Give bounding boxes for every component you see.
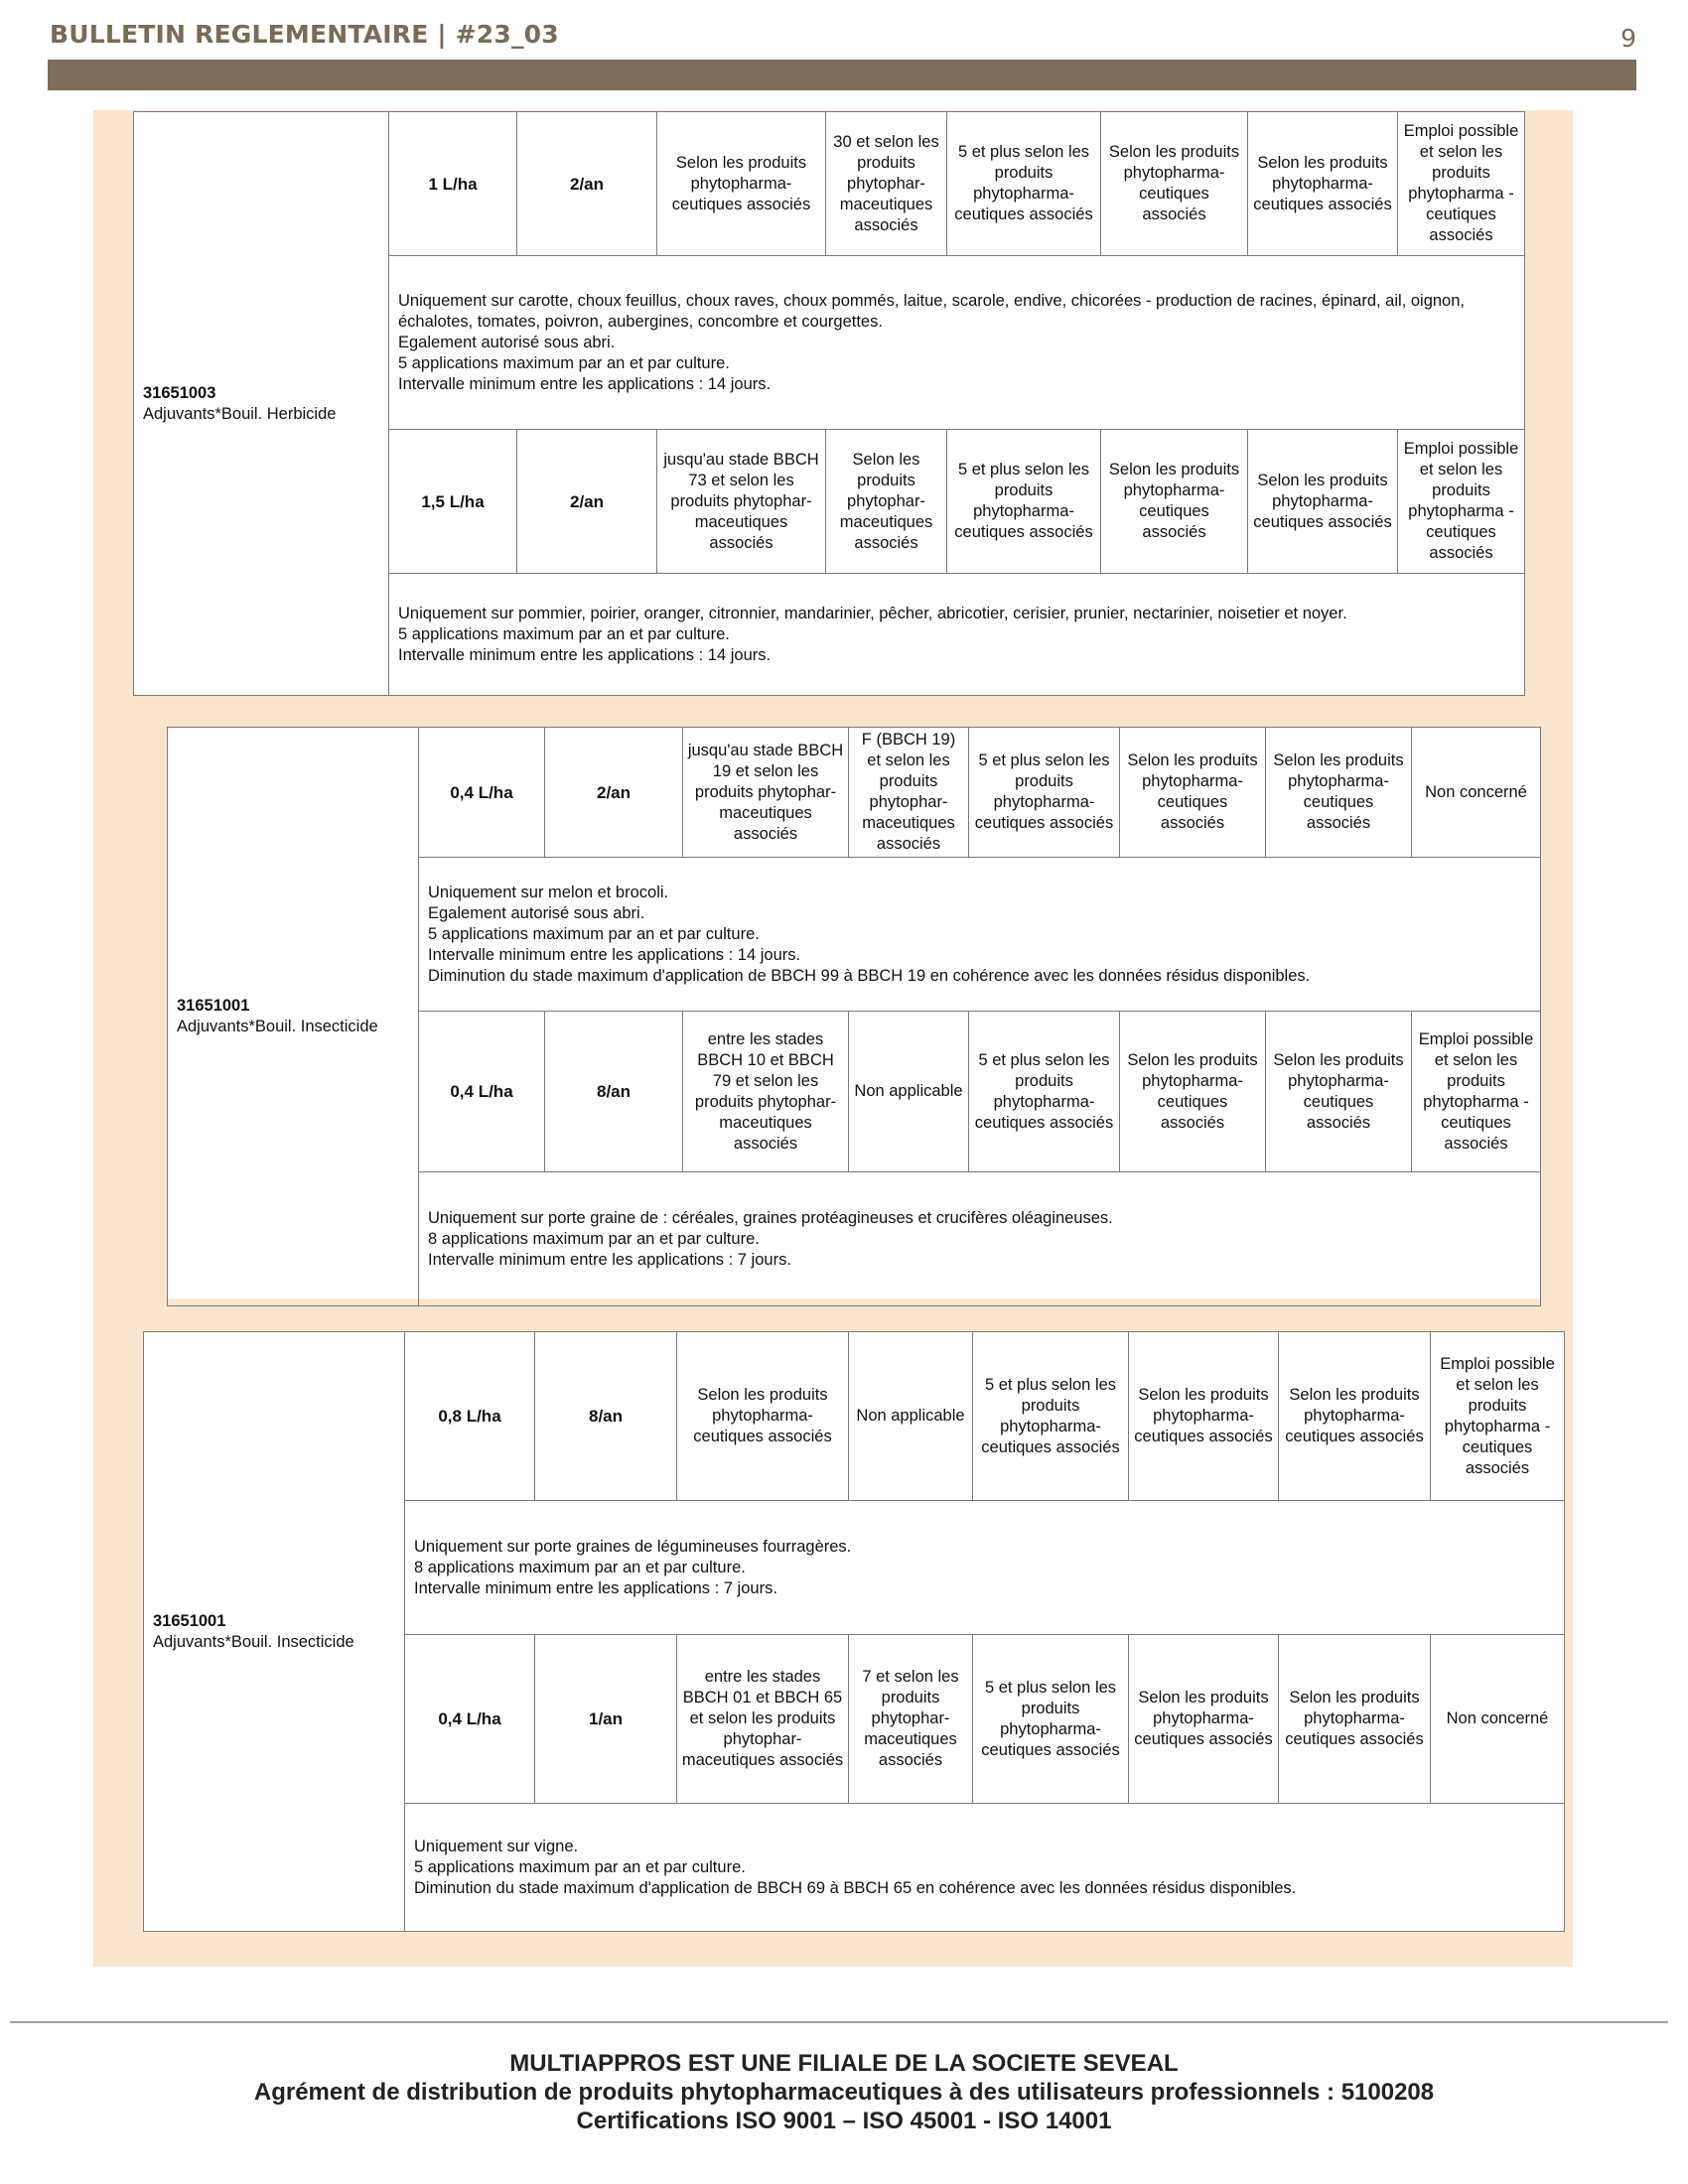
stage-cell: Selon les produits phytopharma-ceutiques associés <box>677 1332 849 1501</box>
dose-cell: 1 L/ha <box>389 112 517 256</box>
regulation-table-herbicide <box>133 111 1524 695</box>
header-bar <box>48 60 1636 90</box>
product-name: Adjuvants*Bouil. Insecticide <box>153 1632 354 1651</box>
footer-certifications-line: Certifications ISO 9001 – ISO 45001 - ISO 14001 <box>576 2108 1112 2134</box>
bulletin-title: BULLETIN REGLEMENTAIRE | #23_03 <box>50 20 559 49</box>
note-line: 8 applications maximum par an et par culture. <box>414 1558 746 1576</box>
product-name: Adjuvants*Bouil. Herbicide <box>143 404 337 423</box>
page-number: 9 <box>1620 24 1636 53</box>
table-cell: Selon les produits phytopharma-ceutiques associés <box>1279 1332 1431 1501</box>
table-cell: Selon les produits phytopharma-ceutiques associés <box>1248 112 1398 256</box>
table-cell: 30 et selon les produits phytophar-maceutiques associés <box>826 112 947 256</box>
table-cell: Selon les produits phytopharma-ceutiques associés <box>1101 112 1248 256</box>
note-line: 5 applications maximum par an et par culture. <box>414 1857 746 1876</box>
table-cell: Selon les produits phytopharma-ceutiques associés <box>1101 430 1248 574</box>
table-cell: Emploi possible et selon les produits phytopharma -ceutiques associés <box>1431 1332 1565 1501</box>
product-name: Adjuvants*Bouil. Insecticide <box>177 1018 378 1035</box>
note-line: 5 applications maximum par an et par culture. <box>398 353 730 372</box>
regulation-table-insecticide-2 <box>143 1331 1564 1931</box>
product-cell <box>168 728 419 1306</box>
dose-cell: 1,5 L/ha <box>389 430 517 574</box>
note-line: Diminution du stade maximum d'application de BBCH 99 à BBCH 19 en cohérence avec les données résidus disponibles. <box>428 966 1311 985</box>
dose-cell: 0,8 L/ha <box>405 1332 535 1501</box>
table-row <box>134 112 1525 256</box>
dose-cell: 0,4 L/ha <box>405 1635 535 1804</box>
note-line: Uniquement sur porte graines de légumineuses fourragères. <box>414 1537 852 1556</box>
table-cell: 5 et plus selon les produits phytopharma-ceutiques associés <box>969 1012 1120 1172</box>
table-cell: Selon les produits phytopharma-ceutiques associés <box>1129 1332 1279 1501</box>
note-line: Uniquement sur carotte, choux feuillus, choux raves, choux pommés, laitue, scarole, endive, chicorées - production de racines, épinard, ail, oignon, échalotes, tomates, poivron, aubergines, concombre et courgettes. <box>398 291 1465 331</box>
table-cell: 5 et plus selon les produits phytopharma-ceutiques associés <box>969 728 1120 858</box>
table-cell: Selon les produits phytopharma-ceutiques associés <box>1120 1012 1266 1172</box>
frequency-cell: 8/an <box>545 1012 683 1172</box>
conditions-note <box>405 1804 1565 1932</box>
note-line: Intervalle minimum entre les applications : 14 jours. <box>398 645 772 664</box>
conditions-note <box>419 1172 1541 1306</box>
table-cell: Selon les produits phytopharma-ceutiques associés <box>1279 1635 1431 1804</box>
note-line: Intervalle minimum entre les applications : 14 jours. <box>428 945 801 964</box>
note-line: 5 applications maximum par an et par culture. <box>398 624 730 643</box>
product-cell <box>144 1332 405 1932</box>
footer <box>0 2049 1688 2135</box>
conditions-note <box>389 256 1525 430</box>
note-line: Intervalle minimum entre les applications : 7 jours. <box>414 1578 777 1597</box>
table-cell: Selon les produits phytopharma-ceutiques associés <box>1120 728 1266 858</box>
frequency-cell: 2/an <box>545 728 683 858</box>
stage-cell: jusqu'au stade BBCH 19 et selon les produits phytophar-maceutiques associés <box>683 728 849 858</box>
table-cell: 5 et plus selon les produits phytopharma-ceutiques associés <box>973 1332 1129 1501</box>
product-id: 31651001 <box>153 1611 226 1630</box>
note-line: 8 applications maximum par an et par culture. <box>428 1229 760 1248</box>
conditions-note <box>389 574 1525 696</box>
table-cell: Non concerné <box>1431 1635 1565 1804</box>
table-cell: 5 et plus selon les produits phytopharma-ceutiques associés <box>947 112 1101 256</box>
note-line: Uniquement sur pommier, poirier, oranger, citronnier, mandarinier, pêcher, abricotier, cerisier, prunier, nectarinier, noisetier et noyer. <box>398 604 1347 622</box>
note-line: Uniquement sur porte graine de : céréales, graines protéagineuses et crucifères oléagineuses. <box>428 1208 1113 1227</box>
table-cell: Selon les produits phytopharma-ceutiques associés <box>1266 728 1412 858</box>
table-cell: Selon les produits phytopharma-ceutiques associés <box>1248 430 1398 574</box>
note-line: Intervalle minimum entre les applications : 7 jours. <box>428 1250 791 1269</box>
product-id: 31651003 <box>143 383 216 402</box>
footer-company-line: MULTIAPPROS EST UNE FILIALE DE LA SOCIETE SEVEAL <box>509 2050 1179 2077</box>
table-cell: 7 et selon les produits phytophar-maceutiques associés <box>849 1635 973 1804</box>
frequency-cell: 2/an <box>517 112 657 256</box>
note-line: Uniquement sur vigne. <box>414 1837 579 1855</box>
table-cell: Selon les produits phytopharma-ceutiques associés <box>1129 1635 1279 1804</box>
regulation-table-insecticide-1 <box>167 727 1540 1298</box>
table-cell: Selon les produits phytophar-maceutiques associés <box>826 430 947 574</box>
dose-cell: 0,4 L/ha <box>419 728 545 858</box>
table-cell: 5 et plus selon les produits phytopharma-ceutiques associés <box>973 1635 1129 1804</box>
note-line: Diminution du stade maximum d'application de BBCH 69 à BBCH 65 en cohérence avec les données résidus disponibles. <box>414 1878 1297 1897</box>
table-cell: Emploi possible et selon les produits phytopharma -ceutiques associés <box>1398 430 1525 574</box>
table-cell: F (BBCH 19) et selon les produits phytophar-maceutiques associés <box>849 728 969 858</box>
table-cell: Emploi possible et selon les produits phytopharma -ceutiques associés <box>1412 1012 1541 1172</box>
table-cell: Non applicable <box>849 1332 973 1501</box>
conditions-note <box>419 858 1541 1012</box>
footer-divider <box>10 2021 1668 2023</box>
product-cell <box>134 112 389 696</box>
note-line: Uniquement sur melon et brocoli. <box>428 883 669 901</box>
stage-cell: Selon les produits phytopharma-ceutiques associés <box>657 112 826 256</box>
note-line: Intervalle minimum entre les applications : 14 jours. <box>398 374 772 393</box>
note-line: 5 applications maximum par an et par culture. <box>428 924 760 943</box>
conditions-note <box>405 1501 1565 1635</box>
frequency-cell: 8/an <box>535 1332 677 1501</box>
table-cell: 5 et plus selon les produits phytopharma-ceutiques associés <box>947 430 1101 574</box>
table-cell: Non concerné <box>1412 728 1541 858</box>
table-row <box>144 1332 1565 1501</box>
stage-cell: jusqu'au stade BBCH 73 et selon les produits phytophar-maceutiques associés <box>657 430 826 574</box>
frequency-cell: 1/an <box>535 1635 677 1804</box>
footer-agreement-line: Agrément de distribution de produits phytopharmaceutiques à des utilisateurs professionnels : 5100208 <box>253 2079 1435 2106</box>
table-cell: Selon les produits phytopharma-ceutiques associés <box>1266 1012 1412 1172</box>
product-id: 31651001 <box>177 997 250 1015</box>
table-cell: Non applicable <box>849 1012 969 1172</box>
table-cell: Emploi possible et selon les produits phytopharma -ceutiques associés <box>1398 112 1525 256</box>
note-line: Egalement autorisé sous abri. <box>428 903 645 922</box>
frequency-cell: 2/an <box>517 430 657 574</box>
stage-cell: entre les stades BBCH 01 et BBCH 65 et selon les produits phytophar-maceutiques associés <box>677 1635 849 1804</box>
dose-cell: 0,4 L/ha <box>419 1012 545 1172</box>
note-line: Egalement autorisé sous abri. <box>398 333 616 351</box>
table-row <box>168 728 1541 858</box>
stage-cell: entre les stades BBCH 10 et BBCH 79 et selon les produits phytophar-maceutiques associés <box>683 1012 849 1172</box>
